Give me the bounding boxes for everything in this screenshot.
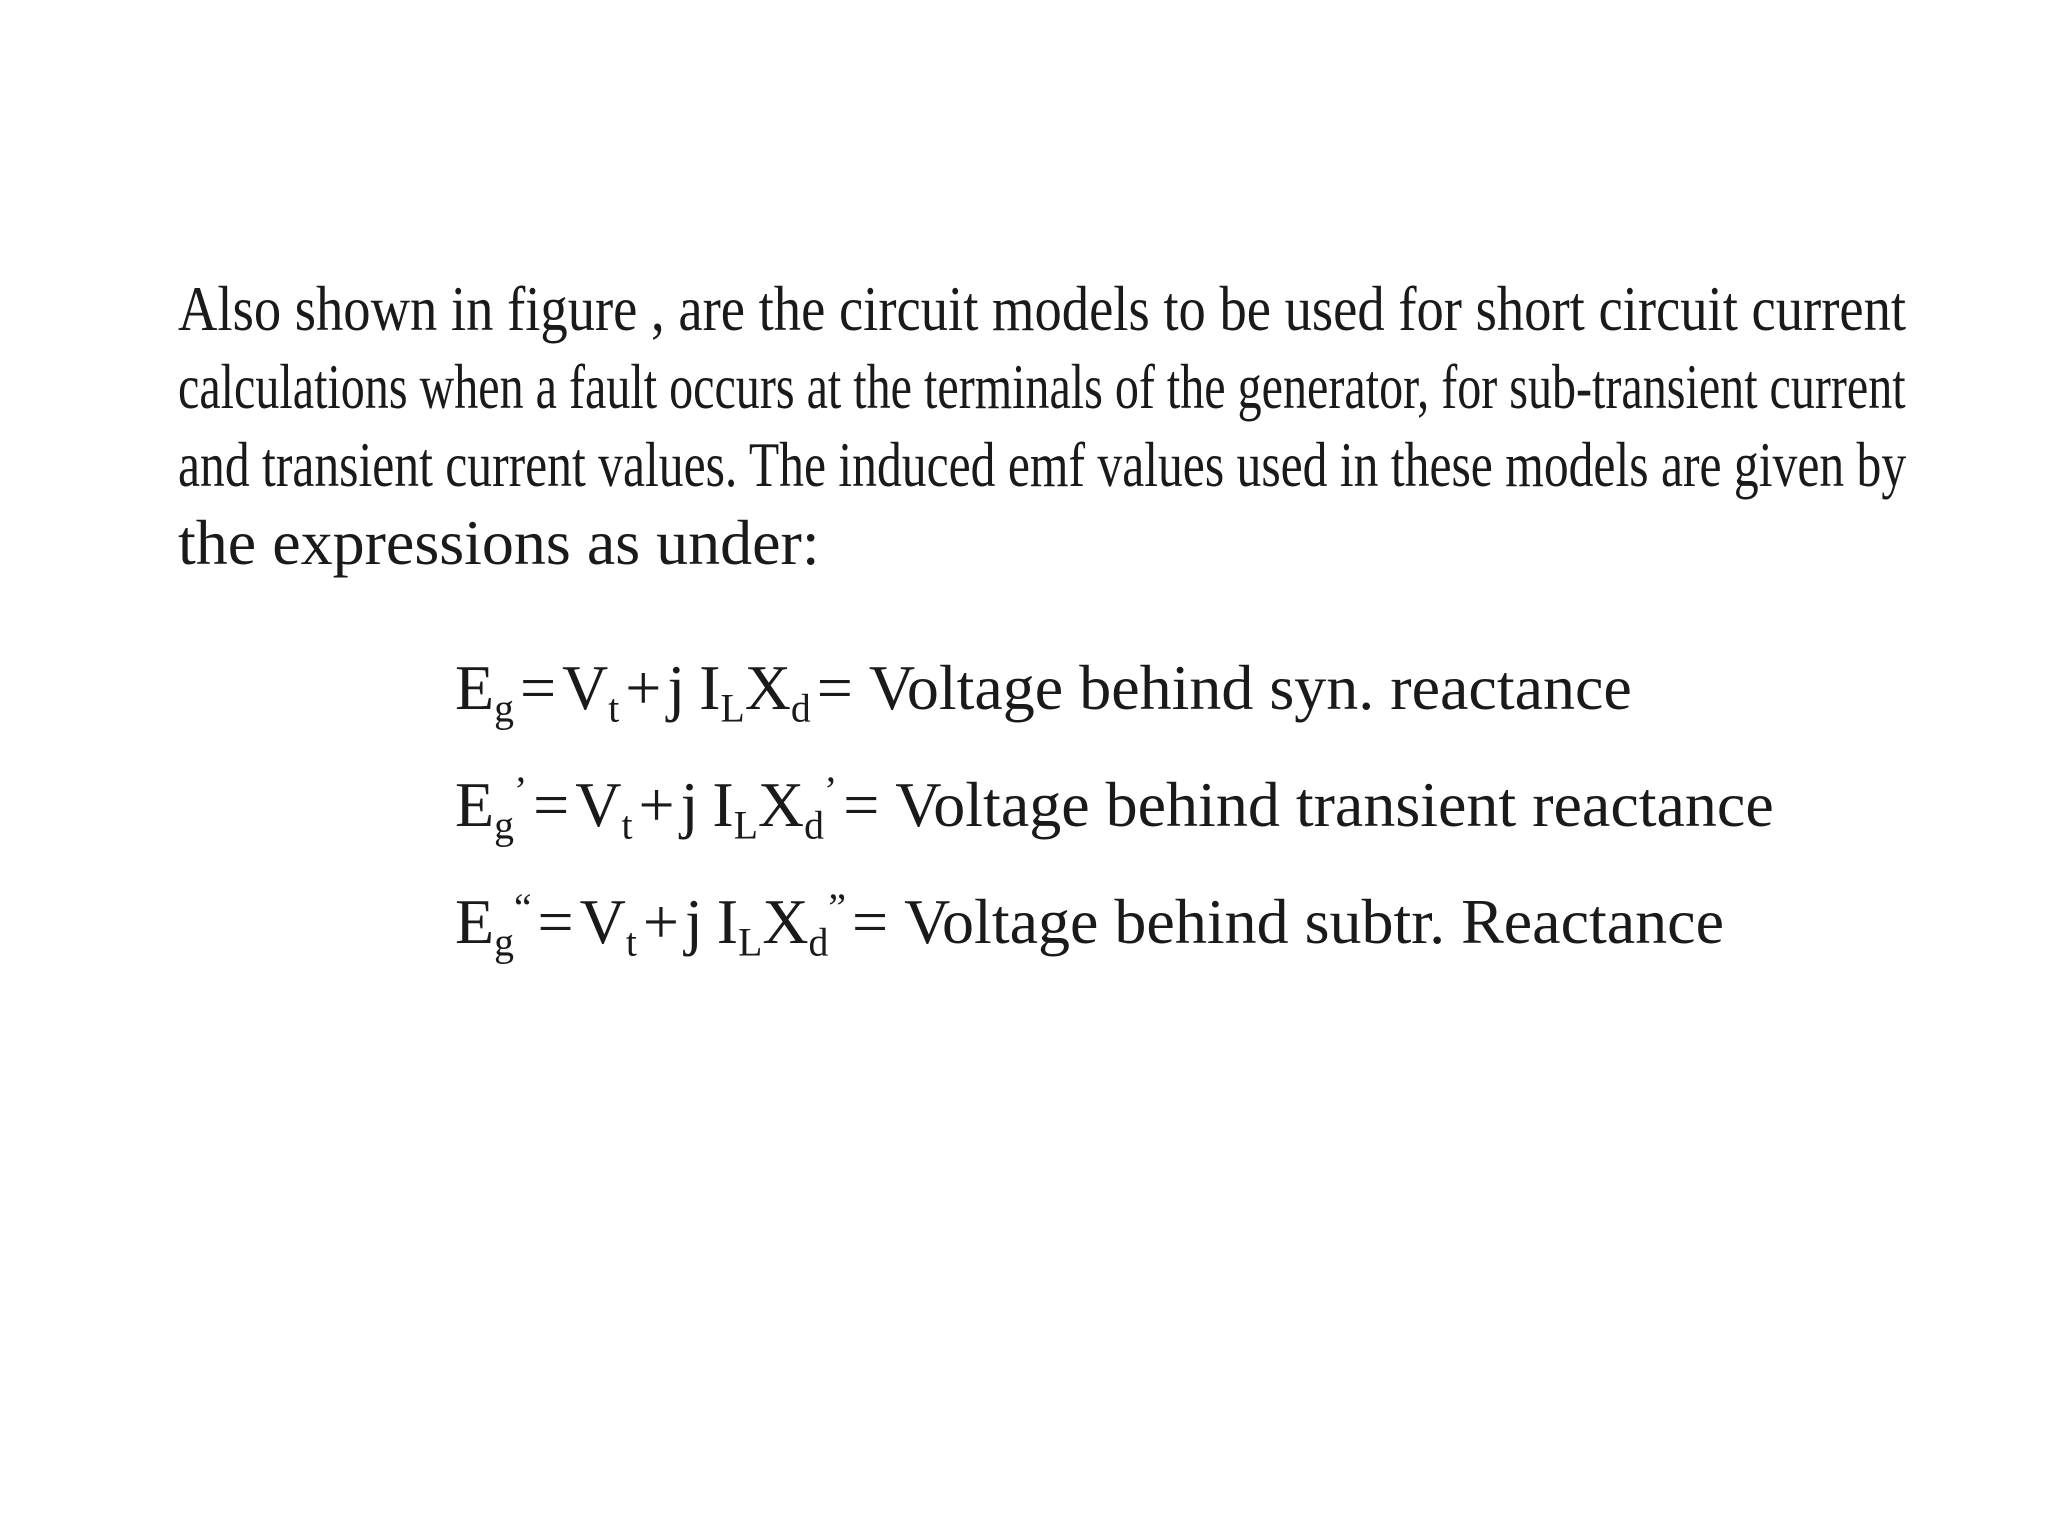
terminal-voltage: $V_t$ <box>579 886 637 965</box>
equation-description: Voltage behind subtr. Reactance <box>904 886 1724 957</box>
equation-description: Voltage behind syn. reactance <box>868 652 1632 723</box>
reactance-symbol: $X_d$ <box>744 652 811 731</box>
j-operator: j <box>684 886 703 957</box>
j-operator: j <box>680 769 699 840</box>
paragraph-line-3: and transient current values. The induced emf values used in these models are given by <box>178 429 1907 500</box>
terminal-voltage: $V_t$ <box>575 769 633 848</box>
equals-sign: = <box>519 652 557 723</box>
equation-description: Voltage behind transient reactance <box>895 769 1774 840</box>
terminal-voltage: $V_t$ <box>562 652 620 731</box>
paragraph-line-4: the expressions as under: <box>178 507 820 578</box>
equals-sign: = <box>843 769 880 840</box>
equals-sign: = <box>537 886 574 957</box>
emf-symbol: $E_g$ <box>455 652 514 731</box>
emf-symbol: $E_g^’$ <box>455 769 528 848</box>
equation-synchronous <box>455 638 1774 755</box>
load-current: $I_L$ <box>699 652 745 731</box>
equation-list <box>455 638 1774 989</box>
paragraph-line-1: Also shown in figure , are the circuit models to be used for short circuit current <box>178 273 1907 344</box>
equation-transient <box>455 755 1774 872</box>
paragraph-line-2: calculations when a fault occurs at the terminals of the generator, for sub-transient current <box>178 351 1906 422</box>
plus-sign: + <box>638 769 675 840</box>
emf-symbol: $E_g^“$ <box>455 886 532 965</box>
plus-sign: + <box>625 652 662 723</box>
reactance-symbol: $X_d^”$ <box>762 886 846 965</box>
equals-sign: = <box>851 886 889 957</box>
body-paragraph <box>178 270 1906 582</box>
j-operator: j <box>667 652 686 723</box>
equation-subtransient <box>455 872 1774 989</box>
reactance-symbol: $X_d^’$ <box>757 769 838 848</box>
equals-sign: = <box>533 769 570 840</box>
load-current: $I_L$ <box>716 886 763 965</box>
plus-sign: + <box>642 886 679 957</box>
load-current: $I_L$ <box>712 769 758 848</box>
equals-sign: = <box>816 652 853 723</box>
